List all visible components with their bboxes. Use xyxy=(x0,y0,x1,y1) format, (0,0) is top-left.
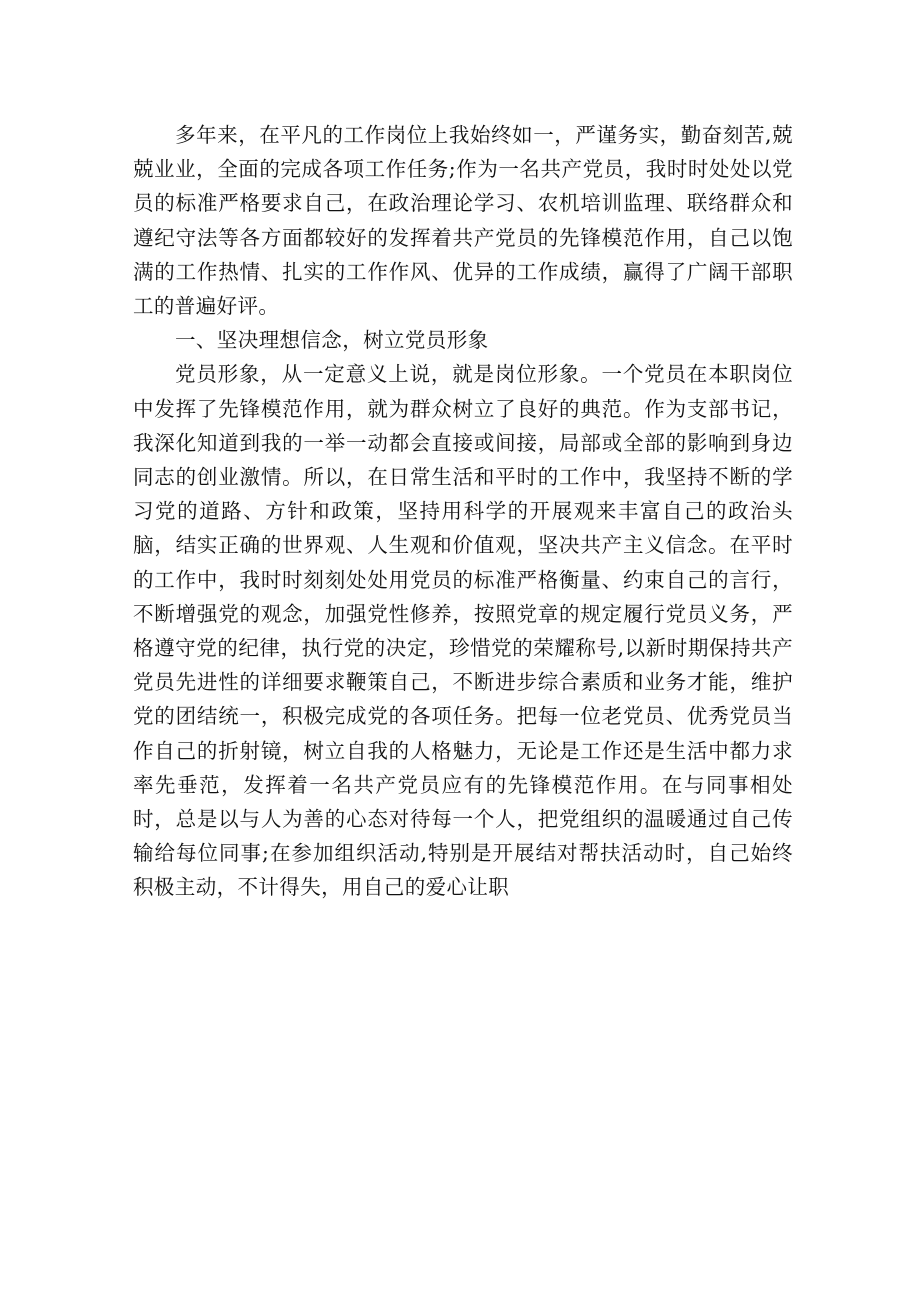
paragraph-intro: 多年来，在平凡的工作岗位上我始终如一，严谨务实，勤奋刻苦,兢兢业业，全面的完成各项工作任务;作为一名共产党员，我时时处处以党员的标准严格要求自己，在政治理论学习、农机培训监理、联络群众和遵纪守法等各方面都较好的发挥着共产党员的先锋模范作用，自己以饱满的工作热情、扎实的工作作风、优异的工作成绩，赢得了广阔干部职工的普遍好评。 xyxy=(133,123,793,319)
paragraph-party-image: 党员形象，从一定意义上说，就是岗位形象。一个党员在本职岗位中发挥了先锋模范作用，就为群众树立了良好的典范。作为支部书记，我深化知道到我的一举一动都会直接或间接，局部或全部的影响到身边同志的创业激情。所以，在日常生活和平时的工作中，我坚持不断的学习党的道路、方针和政策，坚持用科学的开展观来丰富自己的政治头脑，结实正确的世界观、人生观和价值观，坚决共产主义信念。在平时的工作中，我时时刻刻处处用党员的标准严格衡量、约束自己的言行，不断增强党的观念，加强党性修养，按照党章的规定履行党员义务，严格遵守党的纪律，执行党的决定，珍惜党的荣耀称号,以新时期保持共产党员先进性的详细要求鞭策自己，不断进步综合素质和业务才能，维护党的团结统一，积极完成党的各项任务。把每一位老党员、优秀党员当作自己的折射镜，树立自我的人格魅力，无论是工作还是生活中都力求率先垂范，发挥着一名共产党员应有的先锋模范作用。在与同事相处时，总是以与人为善的心态对待每一个人，把党组织的温暖通过自己传输给每位同事;在参加组织活动,特别是开展结对帮扶活动时，自己始终积极主动，不计得失，用自己的爱心让职 xyxy=(133,362,793,900)
section-heading: 一、坚决理想信念，树立党员形象 xyxy=(175,328,489,353)
document-page xyxy=(133,118,793,905)
